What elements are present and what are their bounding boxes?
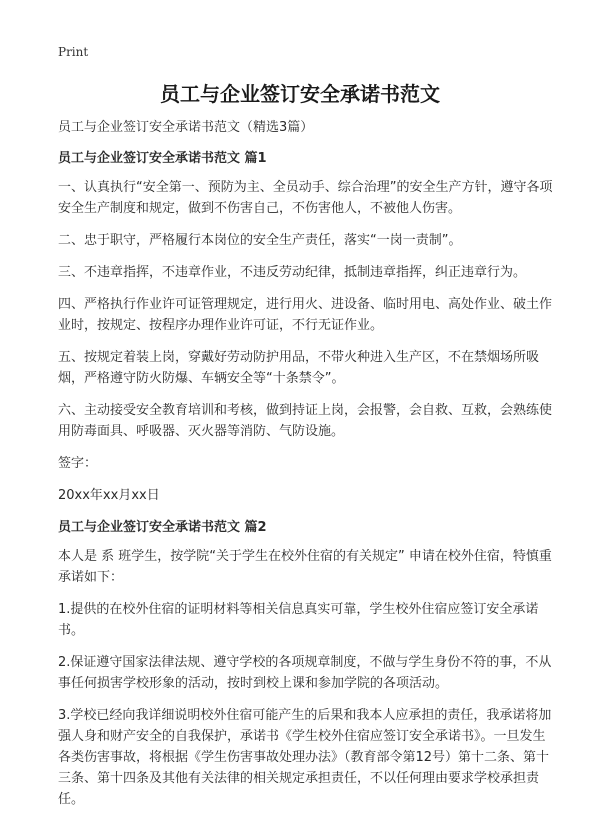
paragraph: 三、不违章指挥，不违章作业，不违反劳动纪律，抵制违章指挥，纠正违章行为。 [58,265,527,280]
section-heading-1: 员工与企业签订安全承诺书范文 篇1 [58,151,267,166]
paragraph: 五、按规定着装上岗，穿戴好劳动防护用品，不带火种进入生产区，不在禁烟场所吸烟，严格遵守防火防爆、车辆安全等“十条禁令”。 [58,350,540,386]
paragraph: 1.提供的在校外住宿的证明材料等相关信息真实可靠，学生校外住宿应签订安全承诺书。 [58,602,539,638]
paragraph: 二、忠于职守，严格履行本岗位的安全生产责任，落实“一岗一责制”。 [58,233,462,248]
paragraph: 四、严格执行作业许可证管理规定，进行用火、进设备、临时用电、高处作业、破土作业时，按规定、按程序办理作业许可证，不行无证作业。 [58,297,553,333]
date-line: 20xx年xx月xx日 [58,488,160,503]
document-subtitle: 员工与企业签订安全承诺书范文（精选3篇） [58,120,314,135]
paragraph: 本人是 系 班学生，按学院“关于学生在校外住宿的有关规定” 申请在校外住宿，特慎重承诺如下： [58,549,552,585]
section-heading-2: 员工与企业签订安全承诺书范文 篇2 [58,520,267,535]
signature-label: 签字： [58,456,98,471]
paragraph: 2.保证遵守国家法律法规、遵守学校的各项规章制度，不做与学生身份不符的事，不从事任何损害学校形象的活动，按时到校上课和参加学院的各项活动。 [58,655,552,691]
page-title: 员工与企业签订安全承诺书范文 [160,82,440,106]
print-link[interactable]: Print [58,45,89,59]
paragraph: 六、主动接受安全教育培训和考核，做到持证上岗，会报警，会自救、互救，会熟练使用防毒面具、呼吸器、灭火器等消防、气防设施。 [58,403,553,439]
paragraph: 一、认真执行“安全第一、预防为主、全员动手、综合治理”的安全生产方针，遵守各项安全生产制度和规定，做到不伤害自己，不伤害他人，不被他人伤害。 [58,180,553,216]
paragraph: 3.学校已经向我详细说明校外住宿可能产生的后果和我本人应承担的责任，我承诺将加强人身和财产安全的自我保护，承诺书《学生校外住宿应签订安全承诺书》。一旦发生各类伤害事故，将根据《学生伤害事故处理办法》（教育部令第12号）第十二条、第十三条、第十四条及其他有关法律的相关规定承担责任，不以任何理由要求学校承担责任。 [58,708,552,807]
document-body [58,117,558,821]
